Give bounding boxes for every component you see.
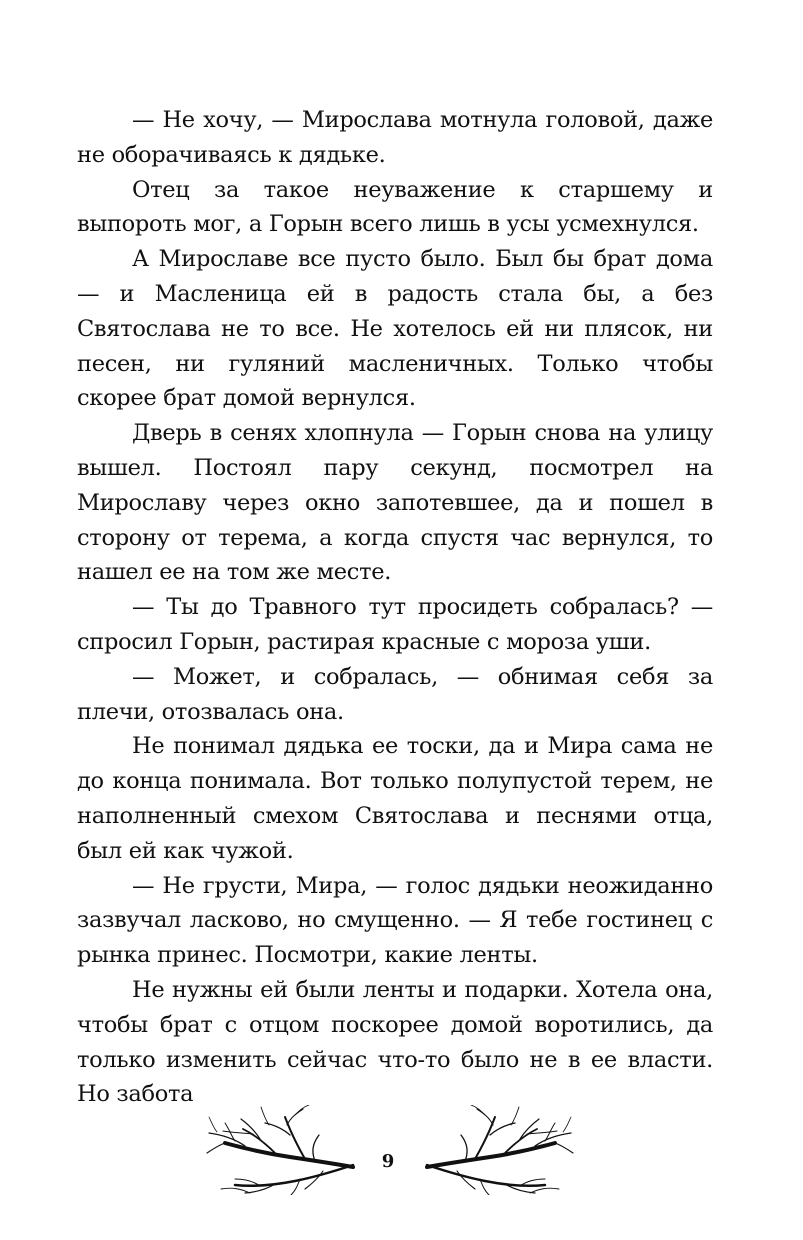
paragraph: А Мирославе все пусто было. Был бы брат дома — и Масленица ей в радость стала бы, а без Святослава не то все. Не хотелось ей ни плясок, ни песен, ни гуляний масленичных. Только чтобы скорее брат домой вернулся. [77,246,713,412]
bare-branch-icon [425,1105,575,1195]
paragraph: Не нужны ей были ленты и подарки. Хотела она, чтобы брат с отцом поскорее домой воротились, да только изменить сейчас что-то было не в ее власти. Но забота [77,976,713,1108]
paragraph: — Не грусти, Мира, — голос дядьки неожиданно зазвучал ласково, но смущенно. — Я тебе гостинец с рынка принес. Посмотри, какие ленты. [77,872,713,969]
paragraph: — Ты до Травного тут просидеть собралась? — спросил Горын, растирая красные с мороза уши. [77,594,713,655]
page-text [77,103,713,1112]
page-footer [0,1105,803,1195]
page-number: 9 [381,1151,395,1172]
bare-branch-icon [205,1105,355,1195]
paragraph: — Не хочу, — Мирослава мотнула головой, даже не оборачиваясь к дядьке. [77,107,713,168]
paragraph: — Может, и собралась, — обнимая себя за плечи, отозвалась она. [77,663,713,725]
paragraph: Не понимал дядька ее тоски, да и Мира сама не до конца понимала. Вот только полупустой терем, не наполненный смехом Святослава и песнями отца, был ей как чужой. [77,733,713,864]
paragraph: Отец за такое неуважение к старшему и выпороть мог, а Горын всего лишь в усы усмехнулся. [77,176,713,238]
paragraph: Дверь в сенях хлопнула — Горын снова на улицу вышел. Постоял пару секунд, посмотрел на Мирославу через окно запотевшее, да и пошел в сторону от терема, а когда спустя час вернулся, то нашел ее на том же месте. [77,420,713,586]
